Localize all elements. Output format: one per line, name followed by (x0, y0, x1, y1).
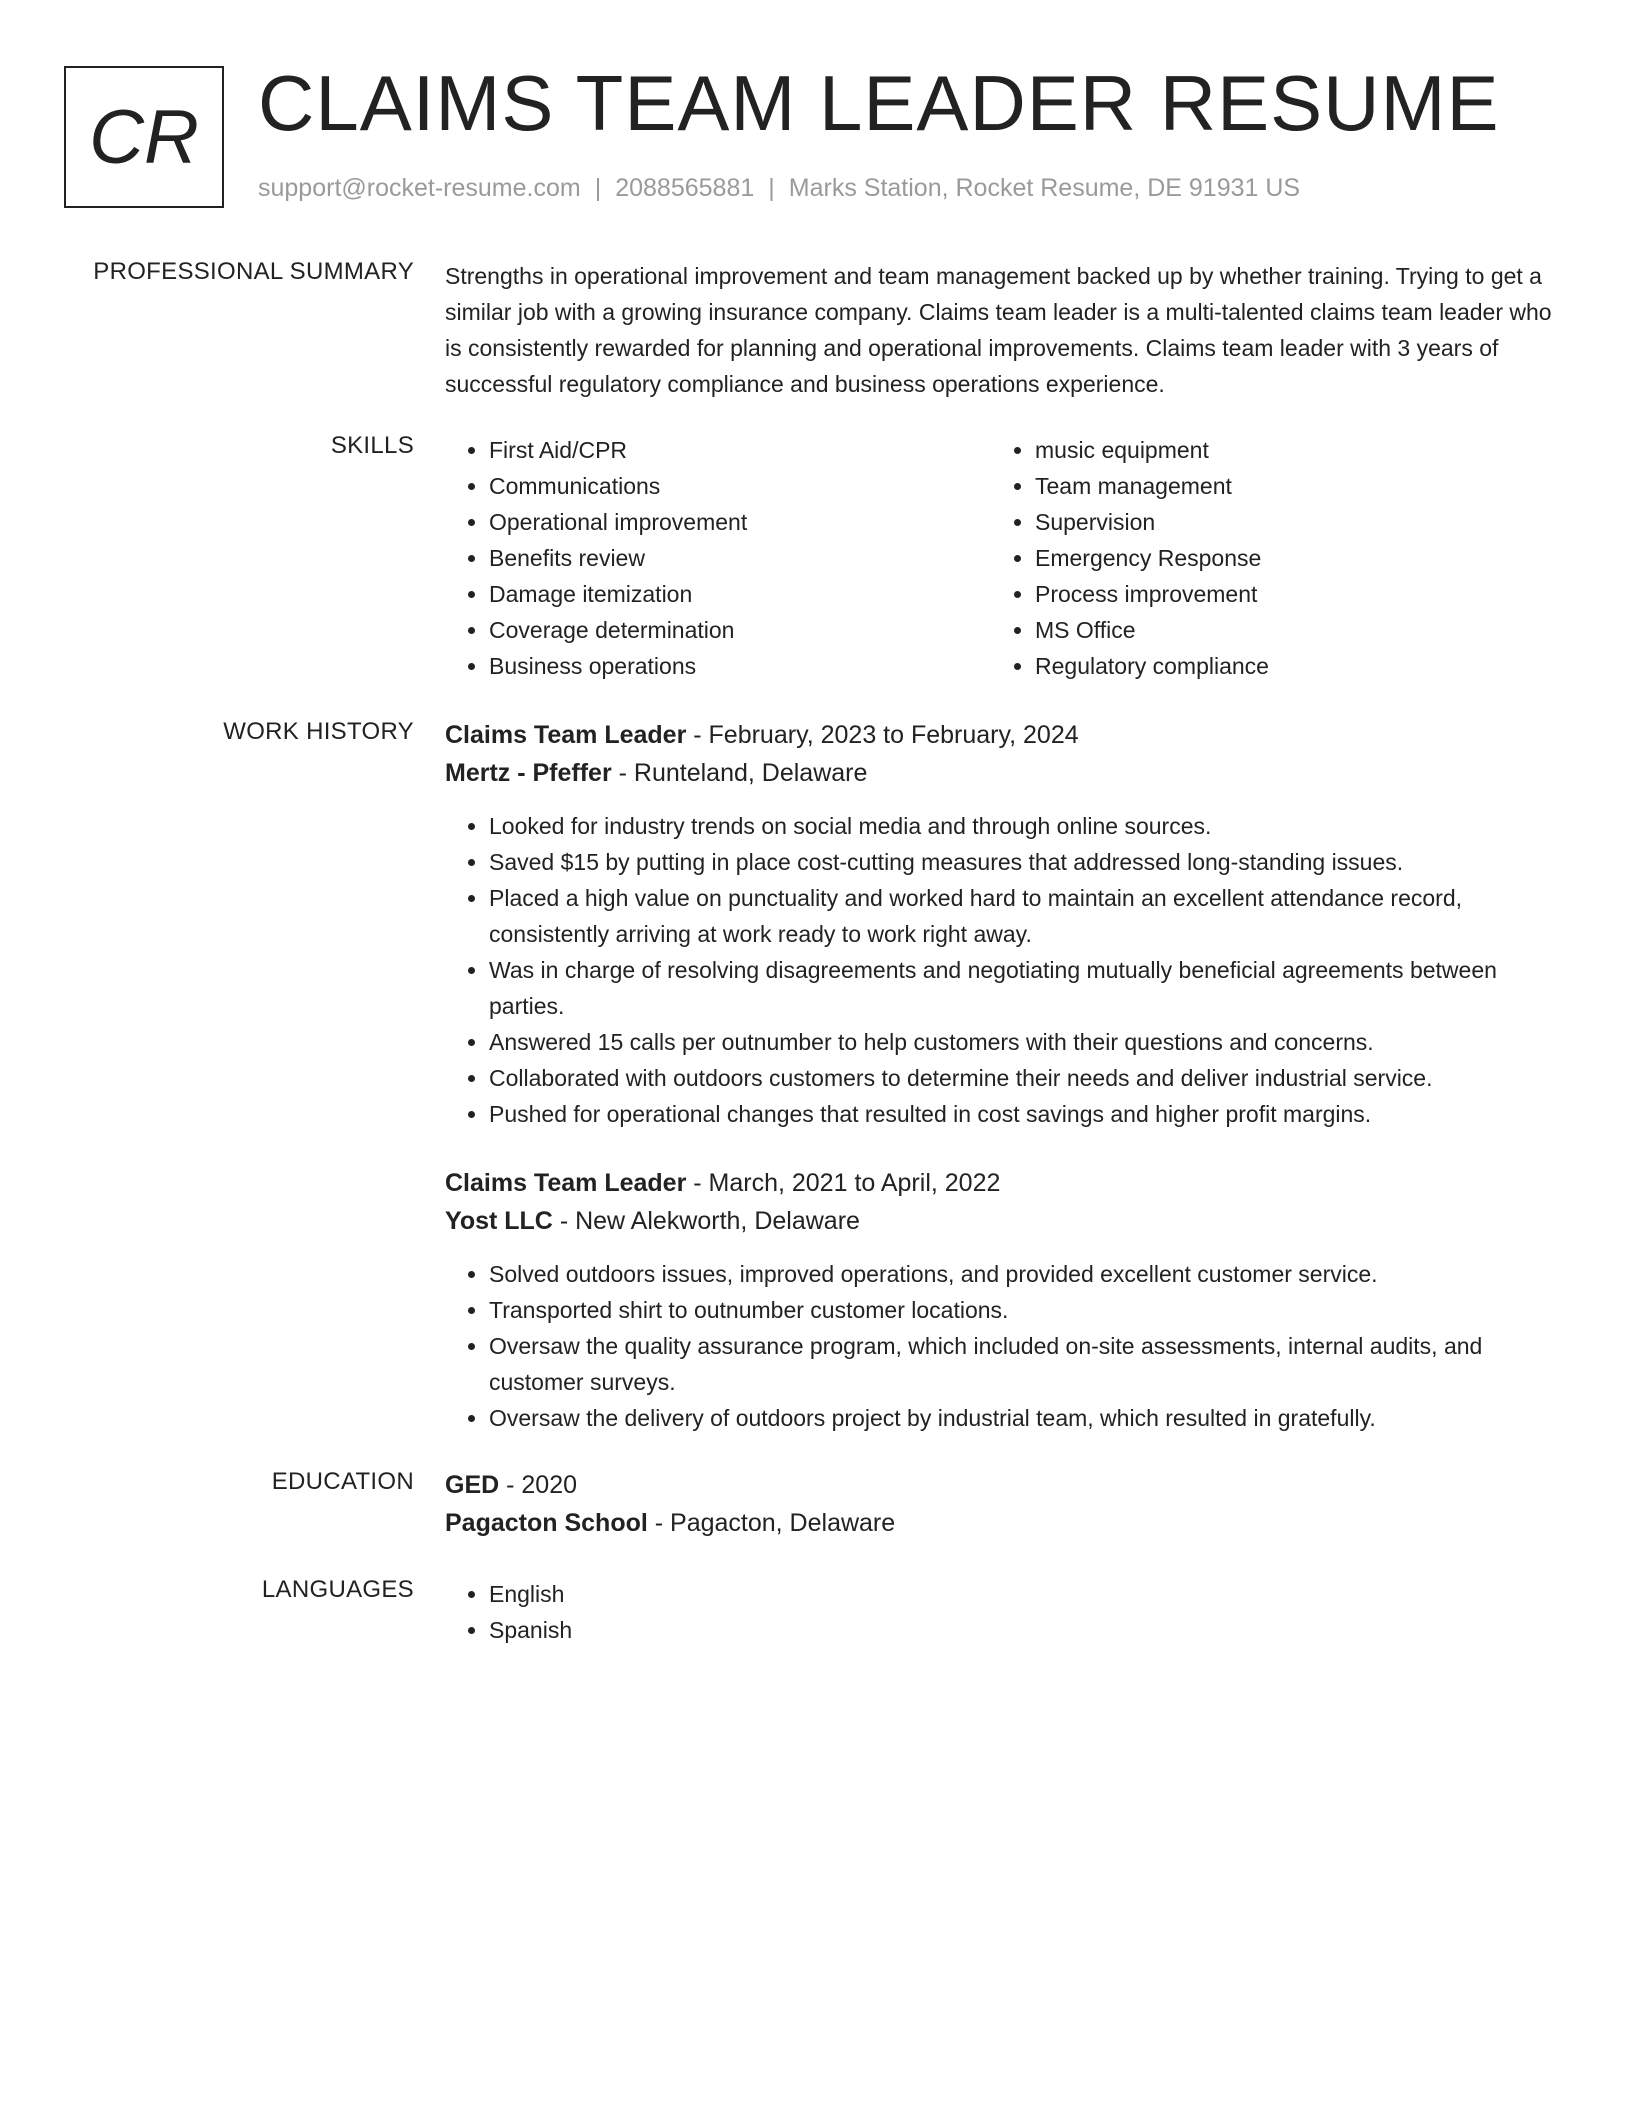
contact-separator: | (768, 174, 775, 202)
job-dates: - February, 2023 to February, 2024 (686, 721, 1079, 749)
skill-item: • MS Office (1035, 612, 1537, 648)
degree-year: - 2020 (499, 1471, 578, 1499)
job-location: - Runteland, Delaware (611, 759, 868, 787)
summary-body (445, 258, 1555, 402)
skills-list-right (991, 432, 1537, 684)
page-title: CLAIMS TEAM LEADER RESUME (258, 59, 1500, 147)
skill-item: • Regulatory compliance (1035, 648, 1537, 684)
job-bullet: • Oversaw the delivery of outdoors project by industrial team, which resulted in gratefully. (489, 1400, 1555, 1436)
skill-item: • Team management (1035, 468, 1537, 504)
job-title: Claims Team Leader (445, 1169, 687, 1197)
language-item: • English (489, 1576, 1555, 1612)
section-label-education: EDUCATION (271, 1468, 414, 1495)
skills-list-left (445, 432, 991, 684)
job-company: Yost LLC (445, 1207, 553, 1235)
degree: GED (445, 1471, 500, 1499)
skill-item: • Emergency Response (1035, 540, 1537, 576)
skill-item: • Benefits review (489, 540, 991, 576)
skill-item: • Damage itemization (489, 576, 991, 612)
contact-separator: | (594, 174, 602, 202)
job-bullet: • Answered 15 calls per outnumber to help customers with their questions and concerns. (489, 1024, 1555, 1060)
job-company-line (445, 1202, 1555, 1240)
job-title-line (445, 1164, 1555, 1202)
education-body (445, 1466, 1555, 1542)
job-entry (445, 716, 1555, 1132)
school-location: - Pagacton, Delaware (647, 1509, 896, 1537)
work-history-body (445, 716, 1555, 1436)
section-label-work: WORK HISTORY (223, 718, 414, 745)
monogram-badge: CR (64, 66, 224, 208)
contact-line (258, 174, 1300, 203)
skill-item: • Supervision (1035, 504, 1537, 540)
degree-line (445, 1466, 1555, 1504)
job-title: Claims Team Leader (445, 721, 687, 749)
contact-address: Marks Station, Rocket Resume, DE 91931 US (788, 174, 1301, 202)
skill-item: • Communications (489, 468, 991, 504)
job-bullet: • Oversaw the quality assurance program, which included on-site assessments, internal audits, and customer surveys. (489, 1328, 1555, 1400)
skill-item: • Operational improvement (489, 504, 991, 540)
job-bullet: • Looked for industry trends on social media and through online sources. (489, 808, 1555, 844)
job-title-line (445, 716, 1555, 754)
job-bullet: • Pushed for operational changes that resulted in cost savings and higher profit margins. (489, 1096, 1555, 1132)
job-bullet: • Placed a high value on punctuality and worked hard to maintain an excellent attendance record, consistently arriving at work ready to work right away. (489, 880, 1555, 952)
school: Pagacton School (445, 1509, 648, 1537)
skill-item: • First Aid/CPR (489, 432, 991, 468)
skill-item: • Process improvement (1035, 576, 1537, 612)
skills-columns (445, 432, 1555, 684)
job-bullets (445, 1256, 1555, 1436)
job-bullet: • Solved outdoors issues, improved operations, and provided excellent customer service. (489, 1256, 1555, 1292)
skill-item: • Business operations (489, 648, 991, 684)
job-bullet: • Collaborated with outdoors customers to determine their needs and deliver industrial service. (489, 1060, 1555, 1096)
job-bullet: • Saved $15 by putting in place cost-cutting measures that addressed long-standing issues. (489, 844, 1555, 880)
section-label-languages: LANGUAGES (261, 1576, 414, 1603)
summary-text: Strengths in operational improvement and team management backed up by whether training. Trying to get a similar job with a growing insurance company. Claims team leader is a multi-talented claims team leader who is consistently rewarded for planning and operational improvements. Claims team leader with 3 years of successful regulatory compliance and business operations experience. (445, 263, 1552, 397)
skills-body (445, 432, 1555, 684)
skill-item: • music equipment (1035, 432, 1537, 468)
contact-phone: 2088565881 (615, 174, 755, 202)
skill-item: • Coverage determination (489, 612, 991, 648)
job-company-line (445, 754, 1555, 792)
contact-email: support@rocket-resume.com (258, 174, 581, 202)
job-bullet: • Was in charge of resolving disagreements and negotiating mutually beneficial agreements between parties. (489, 952, 1555, 1024)
job-company: Mertz - Pfeffer (445, 759, 612, 787)
job-entry (445, 1164, 1555, 1436)
languages-body (445, 1576, 1555, 1648)
job-bullets (445, 808, 1555, 1132)
language-item: • Spanish (489, 1612, 1555, 1648)
section-label-summary: PROFESSIONAL SUMMARY (93, 258, 414, 285)
school-line (445, 1504, 1555, 1542)
languages-list (445, 1576, 1555, 1648)
job-location: - New Alekworth, Delaware (552, 1207, 860, 1235)
job-dates: - March, 2021 to April, 2022 (686, 1169, 1001, 1197)
job-bullet: • Transported shirt to outnumber customer locations. (489, 1292, 1555, 1328)
section-label-skills: SKILLS (330, 432, 414, 459)
